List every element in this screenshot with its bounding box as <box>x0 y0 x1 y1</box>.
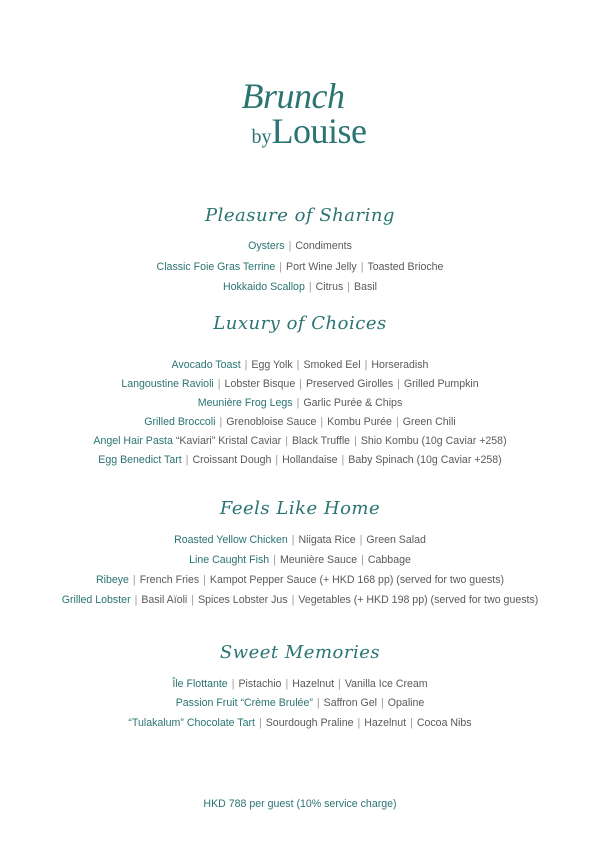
menu-item <box>0 533 600 547</box>
menu-item <box>0 396 600 410</box>
logo-by: by <box>251 126 272 148</box>
dish-name: Oysters <box>248 240 285 252</box>
section-title: Feels Like Home <box>219 498 381 519</box>
separator: | <box>219 416 223 428</box>
dish-detail: Garlic Purée & Chips <box>303 397 403 409</box>
dish-name: Angel Hair Pasta <box>93 435 173 447</box>
dish-detail: Basil <box>354 281 378 293</box>
separator: | <box>132 574 136 586</box>
brand-logo <box>0 78 600 158</box>
dish-detail: Hazelnut <box>292 678 335 690</box>
dish-detail: Cocoa Nibs <box>416 717 472 729</box>
separator: | <box>395 416 399 428</box>
dish-name: Hokkaido Scallop <box>222 281 305 293</box>
separator: | <box>308 281 312 293</box>
separator: | <box>316 697 320 709</box>
menu-item <box>0 260 600 274</box>
section-title: Pleasure of Sharing <box>205 205 395 226</box>
dish-detail: Kombu Purée <box>327 416 392 428</box>
logo-louise: Louise <box>271 111 367 151</box>
dish-detail: Condiments <box>295 240 352 252</box>
dish-name: Langoustine Ravioli <box>121 378 214 390</box>
menu-item <box>0 434 600 448</box>
menu-item <box>0 415 600 429</box>
separator: | <box>381 697 384 709</box>
dish-detail: Toasted Brioche <box>367 261 444 273</box>
dish-detail: Horseradish <box>371 359 429 371</box>
dish-detail: Spices Lobster Jus <box>198 594 288 606</box>
dish-detail: Opaline <box>387 697 425 709</box>
dish-detail: Hollandaise <box>282 454 338 466</box>
dish-detail: Grilled Pumpkin <box>403 378 479 390</box>
dish-name: Meunière Frog Legs <box>197 397 293 409</box>
separator: | <box>360 261 364 273</box>
separator: | <box>258 717 262 729</box>
separator: | <box>410 717 413 729</box>
separator: | <box>288 240 292 252</box>
separator: | <box>185 454 189 466</box>
dish-name: Line Caught Fish <box>189 554 270 566</box>
dish-detail: French Fries <box>139 574 200 586</box>
separator: | <box>341 454 345 466</box>
dish-detail: Shio Kombu (10g Caviar +258) <box>360 435 507 447</box>
logo-by-louise <box>18 112 600 158</box>
dish-detail: Citrus <box>315 281 344 293</box>
separator: | <box>354 435 357 447</box>
menu-item <box>0 553 600 567</box>
menu-item <box>0 358 600 372</box>
dish-detail: Lobster Bisque <box>224 378 296 390</box>
separator: | <box>291 594 295 606</box>
separator: | <box>357 717 361 729</box>
dish-detail: Sourdough Praline <box>265 717 354 729</box>
dish-name: Egg Benedict Tart <box>98 454 182 466</box>
dish-detail: Cabbage <box>367 554 411 566</box>
dish-detail: Green Salad <box>366 534 426 546</box>
dish-name: Ribeye <box>95 574 129 586</box>
menu-item <box>0 239 600 253</box>
dish-name: “Tulakalum” Chocolate Tart <box>128 717 255 729</box>
dish-name: Île Flottante <box>172 678 228 690</box>
separator: | <box>191 594 195 606</box>
dish-name: Grilled Lobster <box>61 594 131 606</box>
dish-name: Avocado Toast <box>171 359 241 371</box>
separator: | <box>285 435 288 447</box>
dish-detail: Kampot Pepper Sauce (+ HKD 168 pp) (served for two guests) <box>209 574 505 586</box>
separator: | <box>347 281 351 293</box>
menu-item <box>0 377 600 391</box>
separator: | <box>275 454 279 466</box>
section-title: Sweet Memories <box>219 642 381 663</box>
menu-item <box>0 677 600 691</box>
dish-name: Grilled Broccoli <box>144 416 216 428</box>
menu-item <box>0 593 600 607</box>
separator: | <box>203 574 206 586</box>
dish-detail: Niigata Rice <box>298 534 356 546</box>
separator: | <box>359 534 363 546</box>
separator: | <box>338 678 341 690</box>
logo-brunch: Brunch <box>241 76 345 116</box>
dish-detail: Vanilla Ice Cream <box>344 678 428 690</box>
separator: | <box>361 554 364 566</box>
dish-detail: Egg Yolk <box>251 359 293 371</box>
separator: | <box>299 378 302 390</box>
dish-detail: Preserved Girolles <box>305 378 394 390</box>
separator: | <box>134 594 138 606</box>
dish-detail: Basil Aïoli <box>141 594 188 606</box>
dish-detail: Vegetables (+ HKD 198 pp) (served for two guests) <box>298 594 539 606</box>
dish-detail: Saffron Gel <box>323 697 378 709</box>
dish-detail: Meunière Sauce <box>279 554 358 566</box>
separator: | <box>279 261 283 273</box>
price-note: HKD 788 per guest (10% service charge) <box>203 798 397 810</box>
separator: | <box>397 378 400 390</box>
menu-item <box>0 716 600 730</box>
dish-name: Roasted Yellow Chicken <box>174 534 288 546</box>
section-title: Luxury of Choices <box>213 313 387 334</box>
dish-detail: Black Truffle <box>291 435 351 447</box>
separator: | <box>244 359 248 371</box>
menu-item <box>0 696 600 710</box>
dish-name: Classic Foie Gras Terrine <box>156 261 276 273</box>
dish-name: Passion Fruit “Crème Brulée” <box>175 697 313 709</box>
separator: | <box>291 534 295 546</box>
separator: | <box>285 678 289 690</box>
menu-item <box>0 280 600 294</box>
separator: | <box>296 359 300 371</box>
dish-detail: Smoked Eel <box>303 359 361 371</box>
separator: | <box>217 378 221 390</box>
dish-detail: Grenobloise Sauce <box>226 416 317 428</box>
dish-detail: Port Wine Jelly <box>286 261 357 273</box>
menu-item <box>0 573 600 587</box>
dish-detail: Baby Spinach (10g Caviar +258) <box>348 454 502 466</box>
dish-detail: Green Chili <box>402 416 456 428</box>
separator: | <box>273 554 276 566</box>
menu-item <box>0 453 600 467</box>
separator: | <box>296 397 300 409</box>
separator: | <box>231 678 235 690</box>
separator: | <box>320 416 324 428</box>
dish-extra: “Kaviari” Kristal Caviar <box>172 435 282 447</box>
dish-detail: Pistachio <box>238 678 282 690</box>
dish-detail: Hazelnut <box>364 717 407 729</box>
dish-detail: Croissant Dough <box>192 454 272 466</box>
separator: | <box>364 359 368 371</box>
